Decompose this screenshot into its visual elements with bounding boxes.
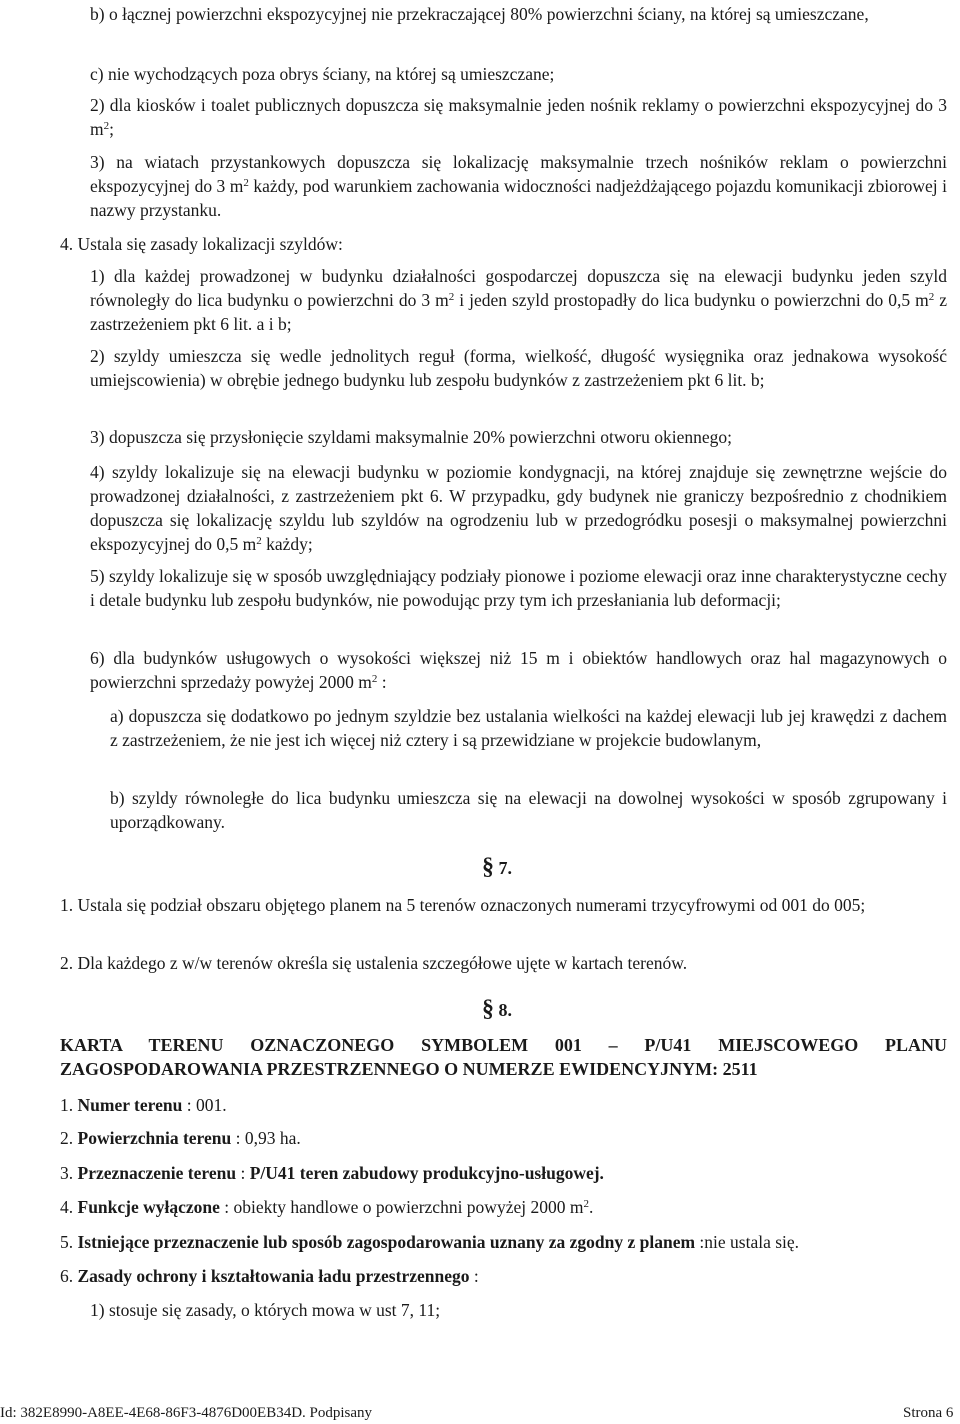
section-symbol: § (482, 996, 494, 1022)
section-8-heading (482, 996, 512, 1023)
section-7-heading (482, 854, 512, 881)
page-number: Strona 6 (903, 1405, 954, 1421)
point-4-item-6b: b) szyldy równoległe do lica budynku umieszcza się na elewacji na dowolnej wysokości w sposób zgrupowany i uporządkowany. (110, 788, 947, 832)
section-7-paragraph-1: 1. Ustala się podział obszaru objętego planem na 5 terenów oznaczonych numerami trzycyfrowymi od 001 do 005; (60, 895, 866, 915)
point-4-item-6: 6) dla budynków usługowych o wysokości większej niż 15 m i obiektów handlowych oraz hal magazynowych o powierzchni sprzedaży powyżej 2000 $m^2$ : (90, 648, 947, 692)
point-4-item-4: 4) szyldy lokalizuje się na elewacji budynku w poziomie kondygnacji, na której znajduje się zewnętrzne wejście do prowadzonej działalności, z zastrzeżeniem pkt 6. W przypadku, gdy budynek nie graniczy bezpośrednio z chodnikiem dopuszcza się lokalizację szyldu lub szyldów na ogrodzeniu lub w przedogródku posesji o maksymalnej powierzchni ekspozycyjnej do 0,5 $m^2$ każdy; (90, 462, 947, 554)
point-4-item-6a: a) dopuszcza się dodatkowo po jednym szyldzie bez ustalania wielkości na każdej elewacji lub jej krawędzi z dachem z zastrzeżeniem, że nie jest ich więcej niż cztery i są przewidziane w projekcie budowlanym, (110, 706, 947, 750)
list-item-2: 2) dla kiosków i toalet publicznych dopuszcza się maksymalnie jeden nośnik reklamy o powierzchni ekspozycyjnej do 3 $m^2$; (90, 95, 947, 139)
section-7-paragraph-2: 2. Dla każdego z w/w terenów określa się ustalenia szczegółowe ujęte w kartach terenów. (60, 953, 688, 973)
field-przeznaczenie-terenu: 3. Przeznaczenie terenu : P/U41 teren zabudowy produkcyjno-usługowej. (60, 1163, 604, 1183)
field-powierzchnia-terenu: 2. Powierzchnia terenu : 0,93 ha. (60, 1128, 301, 1148)
section-number: 8. (498, 1000, 512, 1020)
document-id: Id: 382E8990-A8EE-4E68-86F3-4876D00EB34D. Podpisany (0, 1405, 373, 1421)
section-number: 7. (498, 858, 512, 878)
field-zasady-ochrony: 6. Zasady ochrony i kształtowania ładu przestrzennego : (60, 1266, 479, 1286)
field-istniejace-przeznaczenie: 5. Istniejące przeznaczenie lub sposób zagospodarowania uznany za zgodny z planem :nie ustala się. (60, 1232, 800, 1252)
point-4-item-5: 5) szyldy lokalizuje się w sposób uwzględniający podziały pionowe i poziome elewacji oraz inne charakterystyczne cechy i detale budynku lub zespołu budynków, nie powodując przy tym ich przesłaniania lub deformacji; (90, 566, 947, 610)
point-4-item-2: 2) szyldy umieszcza się wedle jednolitych reguł (forma, wielkość, długość wysięgnika oraz jednakowa wysokość umiejscowienia) w obrębie jednego budynku lub zespołu budynków z zastrzeżeniem pkt 6 lit. b; (90, 346, 947, 390)
point-4-item-3: 3) dopuszcza się przysłonięcie szyldami maksymalnie 20% powierzchni otworu okiennego; (90, 427, 732, 447)
point-4-heading: 4. Ustala się zasady lokalizacji szyldów: (60, 234, 343, 254)
karta-terenu-title: KARTA TERENU OZNACZONEGO SYMBOLEM 001 – P/U41 MIEJSCOWEGO PLANU ZAGOSPODAROWANIA PRZESTRZENNEGO O NUMERZE EWIDENCYJNYM: 2511 (60, 1035, 947, 1079)
list-item-b: b) o łącznej powierzchni ekspozycyjnej nie przekraczającej 80% powierzchni ściany, na której są umieszczane, (90, 4, 869, 24)
list-item-c: c) nie wychodzących poza obrys ściany, na której są umieszczane; (90, 64, 555, 84)
list-item-3: 3) na wiatach przystankowych dopuszcza się lokalizację maksymalnie trzech nośników reklam o powierzchni ekspozycyjnej do 3 $m^2$ każdy, pod warunkiem zachowania widoczności nadjeżdżającego pojazdu komunikacji zbiorowej i nazwy przystanku. (90, 152, 948, 220)
field-funkcje-wylaczone: 4. Funkcje wyłączone : obiekty handlowe o powierzchni powyżej 2000 $m^2$. (60, 1197, 594, 1217)
field-zasady-ochrony-item-1: 1) stosuje się zasady, o których mowa w ust 7, 11; (90, 1300, 441, 1320)
point-4-item-1: 1) dla każdej prowadzonej w budynku działalności gospodarczej dopuszcza się na elewacji budynku jeden szyld równoległy do lica budynku o powierzchni do 3 $m^2$ i jeden szyld prostopadły do lica budynku o powierzchni do 0,5 $m^2$ z zastrzeżeniem pkt 6 lit. a i b; (90, 266, 947, 334)
section-symbol: § (482, 854, 494, 880)
field-numer-terenu: 1. Numer terenu : 001. (60, 1095, 227, 1115)
